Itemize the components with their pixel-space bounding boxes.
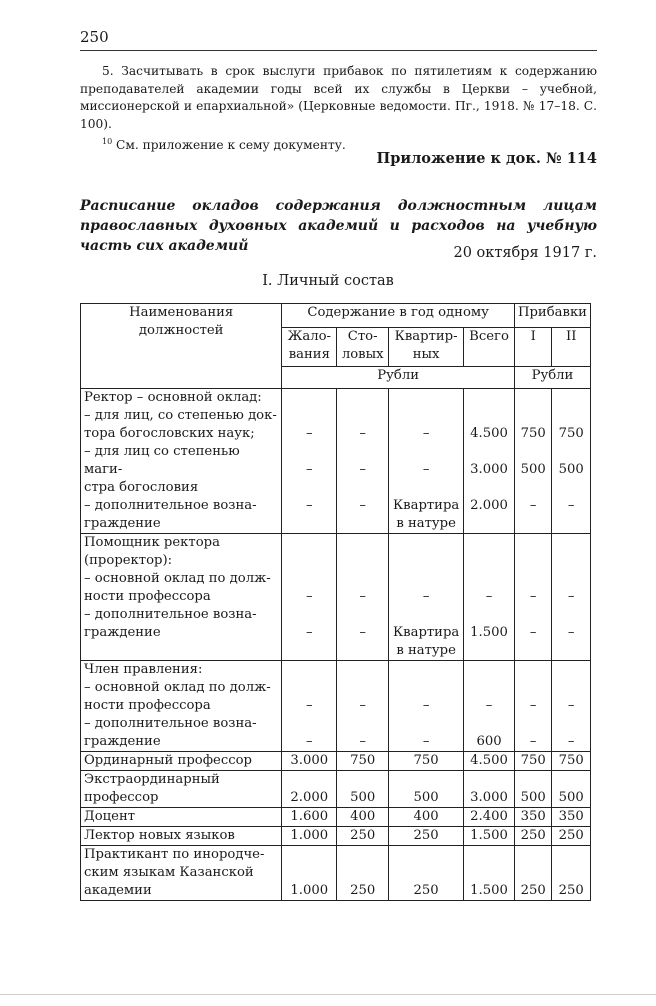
value-cell: 250: [552, 846, 591, 901]
value-cell: – –: [337, 534, 389, 661]
value-cell: 4.500: [464, 752, 515, 771]
value-cell: 250: [514, 846, 551, 901]
page-edge: [0, 994, 656, 995]
value-cell: 750 500 –: [514, 389, 551, 534]
value-cell: 250: [552, 827, 591, 846]
value-cell: – – –: [282, 389, 337, 534]
position-name: Ординарный профессор: [81, 752, 282, 771]
page-number: 250: [80, 28, 109, 46]
footnote-mark: 10: [102, 137, 113, 146]
value-cell: 750: [514, 752, 551, 771]
header-name: Наименования должностей: [81, 304, 282, 389]
value-cell: 350: [552, 808, 591, 827]
header-col: Жало- вания: [282, 328, 337, 367]
value-cell: 350: [514, 808, 551, 827]
value-cell: 250: [337, 846, 389, 901]
value-cell: 750 500 –: [552, 389, 591, 534]
footnotes: [80, 63, 597, 155]
table-row: [81, 534, 591, 661]
value-cell: – –: [282, 534, 337, 661]
position-name: Лектор новых языков: [81, 827, 282, 846]
position-name: Ректор – основной оклад: – для лиц, со степенью док- тора богословских наук; – для лиц со степенью маги- стра богословия – дополнительное возна- граждение: [81, 389, 282, 534]
header-rule: [80, 50, 597, 51]
value-cell: 1.500: [464, 846, 515, 901]
value-cell: – –: [337, 661, 389, 752]
header-col: II: [552, 328, 591, 367]
header-bonus-group: Прибавки: [514, 304, 590, 328]
value-cell: – 600: [464, 661, 515, 752]
table-row: [81, 827, 591, 846]
value-cell: – – –: [337, 389, 389, 534]
value-cell: 2.000: [282, 771, 337, 808]
header-col: Квартир- ных: [389, 328, 464, 367]
table-row: [81, 661, 591, 752]
position-name: Помощник ректора (проректор): – основной оклад по долж- ности профессора – дополнительное возна- граждение: [81, 534, 282, 661]
value-cell: 500: [389, 771, 464, 808]
position-name: Экстраординарный профессор: [81, 771, 282, 808]
unit-salary: Рубли: [282, 367, 515, 389]
header-col: I: [514, 328, 551, 367]
value-cell: 750: [337, 752, 389, 771]
value-cell: 400: [337, 808, 389, 827]
value-cell: – –: [389, 661, 464, 752]
table-row: [81, 389, 591, 534]
value-cell: 3.000: [464, 771, 515, 808]
footnote-text: См. приложение к сему документу.: [112, 138, 346, 153]
footnote-text: 5. Засчитывать в срок выслуги прибавок по пятилетиям к содержанию преподавателей академии годы всей их службы в Церкви – учебной, миссионерской и епархиальной» (Церковные ведомости. Пг., 1918. № 17–18. С. 100).: [80, 64, 597, 131]
value-cell: – –: [514, 534, 551, 661]
value-cell: 250: [389, 846, 464, 901]
value-cell: 500: [514, 771, 551, 808]
value-cell: 1.600: [282, 808, 337, 827]
value-cell: 400: [389, 808, 464, 827]
unit-bonus: Рубли: [514, 367, 590, 389]
header-col: Сто- ловых: [337, 328, 389, 367]
value-cell: 3.000: [282, 752, 337, 771]
value-cell: – –: [514, 661, 551, 752]
appendix-heading: Приложение к док. № 114: [376, 150, 597, 167]
value-cell: – 1.500: [464, 534, 515, 661]
value-cell: 750: [552, 752, 591, 771]
table-row: [81, 808, 591, 827]
value-cell: 500: [552, 771, 591, 808]
position-name: Член правления: – основной оклад по долж- ности профессора – дополнительное возна- граждение: [81, 661, 282, 752]
header-salary-group: Содержание в год одному: [282, 304, 515, 328]
position-name: Доцент: [81, 808, 282, 827]
value-cell: 1.000: [282, 827, 337, 846]
value-cell: 750: [389, 752, 464, 771]
value-cell: 250: [514, 827, 551, 846]
header-col: Всего: [464, 328, 515, 367]
table-row: [81, 752, 591, 771]
value-cell: 250: [389, 827, 464, 846]
value-cell: – –: [552, 661, 591, 752]
value-cell: 4.500 3.000 2.000: [464, 389, 515, 534]
value-cell: – Квартира в натуре: [389, 534, 464, 661]
value-cell: 1.500: [464, 827, 515, 846]
value-cell: 1.000: [282, 846, 337, 901]
value-cell: 250: [337, 827, 389, 846]
position-name: Практикант по инородче- ским языкам Казанской академии: [81, 846, 282, 901]
section-title: I. Личный состав: [262, 273, 394, 289]
salary-table: [80, 303, 591, 901]
value-cell: – – Квартира в натуре: [389, 389, 464, 534]
table-row: [81, 771, 591, 808]
table-row: [81, 846, 591, 901]
document-title: Расписание окладов содержания должностным лицам православных духовных академий и расходов на учебную часть сих академий: [80, 198, 597, 254]
document-date: 20 октября 1917 г.: [453, 245, 597, 261]
value-cell: 2.400: [464, 808, 515, 827]
value-cell: – –: [552, 534, 591, 661]
value-cell: 500: [337, 771, 389, 808]
value-cell: – –: [282, 661, 337, 752]
